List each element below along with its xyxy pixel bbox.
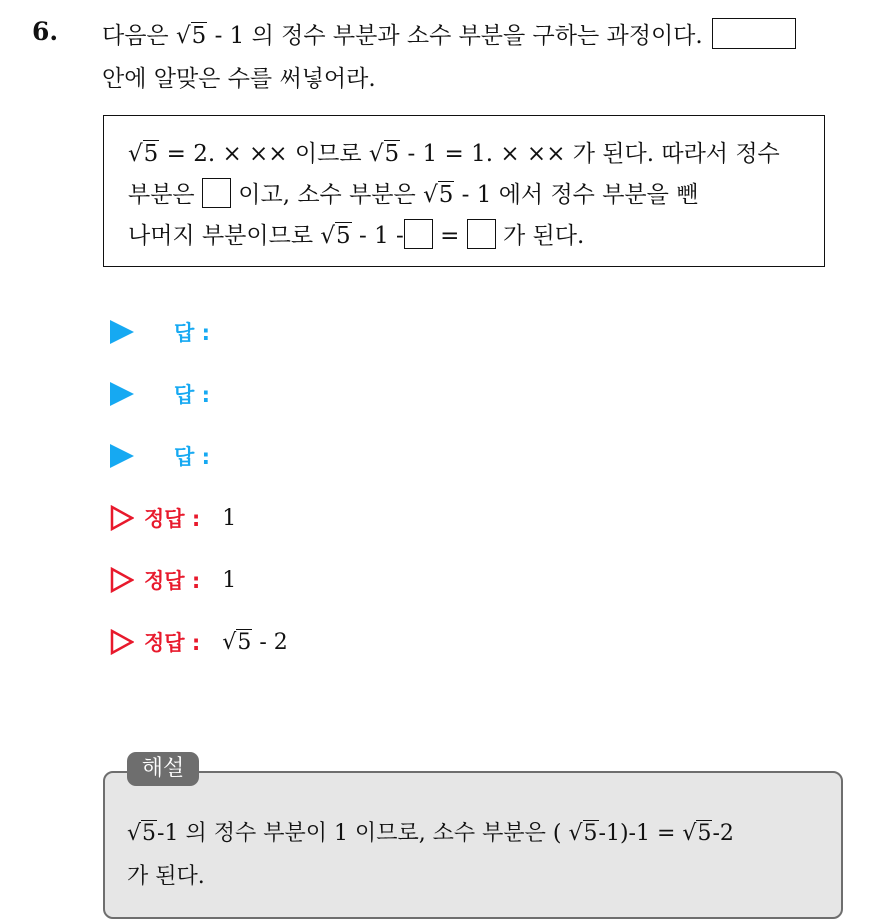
sqrt-five: √5 xyxy=(368,141,400,167)
sqrt-five: √5 xyxy=(222,629,252,655)
solution-tag: 해설 xyxy=(127,752,199,786)
answer-label: 답 : xyxy=(174,321,210,345)
sqrt-five: √5 xyxy=(423,182,454,208)
sqrt-five: √5 xyxy=(175,23,207,49)
box-text: - 1 = 1. × ×× 가 된다. 따라서 정수 xyxy=(407,141,780,167)
solution-text-part: -2 xyxy=(712,821,734,846)
fraction-part-blank[interactable] xyxy=(467,219,496,249)
question-text-part: - 1 의 정수 부분과 소수 부분을 구하는 과정이다. xyxy=(214,23,703,49)
process-box xyxy=(103,115,825,267)
integer-part-blank[interactable] xyxy=(202,178,231,208)
solution-text-part: -1)-1 = xyxy=(598,821,676,846)
sqrt-five: √5 xyxy=(682,821,712,846)
subtract-blank[interactable] xyxy=(404,219,433,249)
sqrt-radicand: 5 xyxy=(143,141,159,167)
correct-value-tail: - 2 xyxy=(259,629,288,655)
question-number: 6. xyxy=(32,17,59,46)
correct-value xyxy=(222,630,287,655)
correct-label: 정답 : xyxy=(144,631,201,655)
box-text: - 1 - xyxy=(358,223,404,249)
sqrt-radicand: 5 xyxy=(697,821,712,846)
solution-text xyxy=(127,812,827,898)
correct-row-3 xyxy=(110,626,288,658)
correct-label: 정답 : xyxy=(144,507,201,531)
box-text: = xyxy=(440,223,460,249)
question-text-part: 안에 알맞은 수를 써넣어라. xyxy=(102,66,376,92)
correct-row-2 xyxy=(110,564,236,596)
play-triangle-icon xyxy=(110,444,134,468)
question-text-part: 다음은 xyxy=(102,23,169,49)
solution-text-part: -1 의 정수 부분이 1 이므로, 소수 부분은 ( xyxy=(157,821,562,846)
sqrt-five: √5 xyxy=(568,821,598,846)
box-text: 가 된다. xyxy=(503,223,585,249)
sqrt-radicand: 5 xyxy=(438,182,454,208)
answer-label: 답 : xyxy=(174,445,210,469)
solution-text-part: 가 된다. xyxy=(127,864,205,889)
outline-triangle-icon xyxy=(110,629,134,655)
play-triangle-icon xyxy=(110,320,134,344)
sqrt-radicand: 5 xyxy=(336,223,351,249)
correct-value: 1 xyxy=(222,567,237,593)
box-text: 부분은 xyxy=(128,182,195,208)
outline-triangle-icon xyxy=(110,505,134,531)
sqrt-radicand: 5 xyxy=(237,629,252,655)
sqrt-five: √5 xyxy=(320,223,351,249)
box-text: - 1 에서 정수 부분을 뺀 xyxy=(461,182,699,208)
answer-row-1[interactable] xyxy=(110,317,210,347)
answer-row-3[interactable] xyxy=(110,441,210,471)
question-text xyxy=(102,15,862,101)
sqrt-radicand: 5 xyxy=(191,23,207,49)
box-text: = 2. × ×× 이므로 xyxy=(166,141,362,167)
answer-label: 답 : xyxy=(174,383,210,407)
outline-triangle-icon xyxy=(110,567,134,593)
sqrt-five: √5 xyxy=(128,141,159,167)
sqrt-radicand: 5 xyxy=(384,141,400,167)
box-text: 나머지 부분이므로 xyxy=(128,223,314,249)
correct-value: 1 xyxy=(222,505,237,531)
sqrt-radicand: 5 xyxy=(583,821,598,846)
correct-row-1 xyxy=(110,502,236,534)
sqrt-radicand: 5 xyxy=(142,821,157,846)
correct-label: 정답 : xyxy=(144,569,201,593)
answer-row-2[interactable] xyxy=(110,379,210,409)
answer-blank-box xyxy=(712,18,796,49)
sqrt-five: √5 xyxy=(127,821,157,846)
box-text: 이고, 소수 부분은 xyxy=(238,182,416,208)
play-triangle-icon xyxy=(110,382,134,406)
